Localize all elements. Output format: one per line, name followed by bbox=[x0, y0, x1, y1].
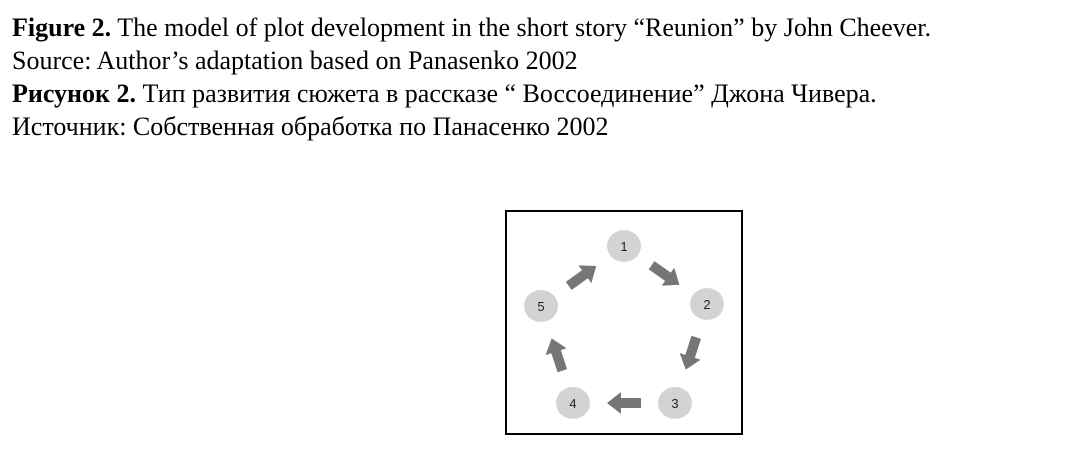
arrow-shape bbox=[562, 257, 602, 295]
arrow-shape bbox=[541, 335, 573, 374]
caption-en-figure-text: The model of plot development in the short story “Reunion” by John Cheever. bbox=[111, 13, 931, 42]
caption-ru-figure-text: Тип развития сюжета в рассказе “ Воссоединение” Джона Чивера. bbox=[136, 79, 877, 108]
arrow-4-to-5 bbox=[541, 335, 573, 374]
arrow-1-to-2 bbox=[645, 256, 685, 294]
caption-ru-source: Источник: Собственная обработка по Панасенко 2002 bbox=[12, 112, 609, 141]
arrow-5-to-1 bbox=[562, 257, 602, 295]
node-label: 3 bbox=[671, 396, 679, 411]
caption-en-figure-label: Figure 2. bbox=[12, 13, 112, 42]
arrow-2-to-3 bbox=[675, 334, 706, 373]
node-3 bbox=[658, 387, 692, 419]
node-2 bbox=[690, 288, 724, 320]
node-label: 2 bbox=[703, 297, 711, 312]
arrow-3-to-4 bbox=[607, 392, 641, 414]
caption-ru-title bbox=[12, 77, 931, 110]
node-4 bbox=[556, 387, 590, 419]
plot-cycle-diagram bbox=[505, 210, 743, 435]
node-5 bbox=[524, 290, 558, 322]
node-label: 1 bbox=[620, 239, 628, 254]
caption-en-source: Source: Author’s adaptation based on Panasenko 2002 bbox=[12, 46, 578, 75]
caption-en-title bbox=[12, 11, 931, 44]
plot-cycle-svg bbox=[507, 212, 741, 433]
node-1 bbox=[607, 230, 641, 262]
caption-ru-figure-label: Рисунок 2. bbox=[12, 79, 137, 108]
arrow-shape bbox=[675, 334, 706, 373]
node-label: 5 bbox=[537, 299, 545, 314]
node-label: 4 bbox=[569, 396, 577, 411]
arrow-shape bbox=[645, 256, 685, 294]
arrow-shape bbox=[607, 392, 641, 414]
figure-captions bbox=[12, 11, 931, 143]
